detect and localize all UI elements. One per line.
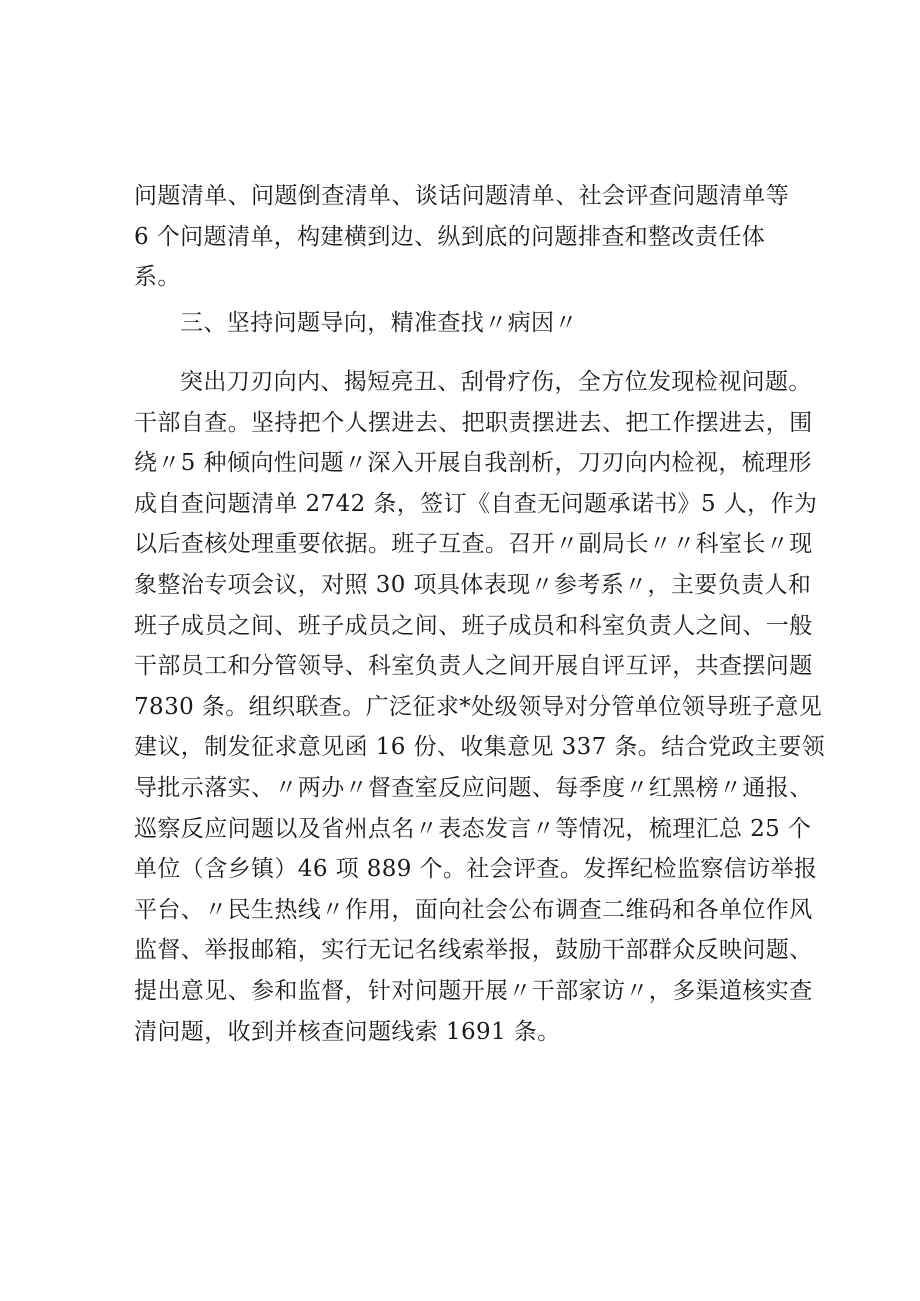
paragraph-main [134, 362, 826, 1052]
text-line: 提出意见、参和监督，针对问题开展〃干部家访〃，多渠道核实查 [134, 977, 813, 1004]
text-line: 突出刀刃向内、揭短亮丑、刮骨疗伤，全方位发现检视问题。 [180, 369, 812, 395]
text-line: 象整治专项会议，对照 30 项具体表现〃参考系〃，主要负责人和 [134, 571, 812, 598]
text-line: 绕〃5 种倾向性问题〃深入开展自我剖析，刀刃向内检视，梳理形 [134, 450, 812, 477]
text-line: 单位（含乡镇）46 项 889 个。社会评查。发挥纪检监察信访举报 [134, 856, 818, 883]
section-heading-block [134, 303, 799, 343]
text-line: 建议，制发征求意见函 16 份、收集意见 337 条。结合党政主要领 [134, 734, 826, 761]
text-line: 监督、举报邮箱，实行无记名线索举报，鼓励干部群众反映问题、 [134, 937, 813, 964]
text-line: 7830 条。组织联查。广泛征求*处级领导对分管单位领导班子意见 [134, 693, 823, 720]
paragraph-continuation [134, 176, 799, 298]
text-line: 干部自查。坚持把个人摆进去、把职责摆进去、把工作摆进去，围 [134, 409, 813, 436]
text-line: 成自查问题清单 2742 条，签订《自查无问题承诺书》5 人，作为 [134, 490, 818, 517]
text-line: 6 个问题清单，构建横到边、纵到底的问题排查和整改责任体 [134, 223, 766, 250]
text-line: 班子成员之间、班子成员之间、班子成员和科室负责人之间、一般 [134, 612, 813, 639]
text-line: 清问题，收到并核查问题线索 1691 条。 [134, 1018, 561, 1045]
text-line: 系。 [134, 264, 181, 291]
text-line: 巡察反应问题以及省州点名〃表态发言〃等情况，梳理汇总 25 个 [134, 815, 812, 842]
text-line: 问题清单、问题倒查清单、谈话问题清单、社会评查问题清单等 [134, 183, 790, 209]
text-line: 导批示落实、〃两办〃督查室反应问题、每季度〃红黑榜〃通报、 [134, 774, 813, 801]
text-line: 以后查核处理重要依据。班子互查。召开〃副局长〃〃科室长〃现 [134, 531, 813, 558]
section-heading: 三、坚持问题导向，精准查找〃病因〃 [180, 310, 578, 336]
text-line: 平台、〃民生热线〃作用，面向社会公布调查二维码和各单位作风 [134, 896, 813, 923]
text-line: 干部员工和分管领导、科室负责人之间开展自评互评，共查摆问题 [134, 653, 813, 680]
